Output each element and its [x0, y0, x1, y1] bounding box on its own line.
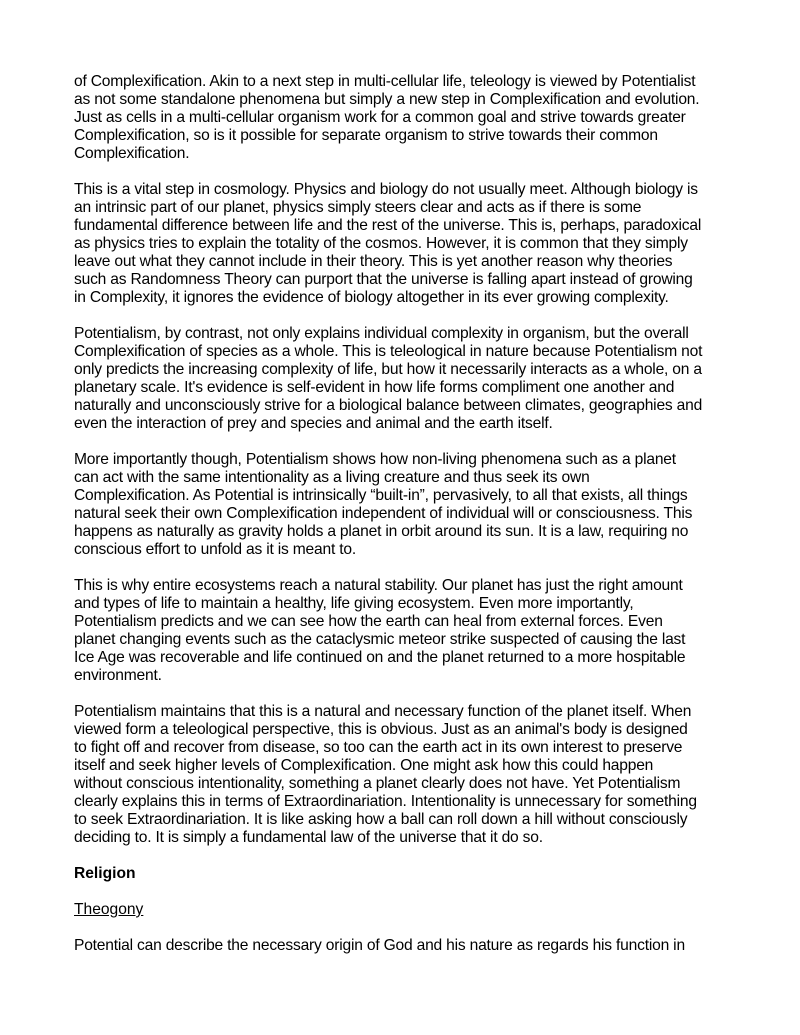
text-line: planet changing events such as the cataclysmic meteor strike suspected of causing the last — [74, 631, 686, 648]
text-line: can act with the same intentionality as a living creature and thus seek its own — [74, 469, 590, 486]
paragraph — [74, 181, 734, 307]
text-line: Complexification. — [74, 145, 190, 162]
text-line: Potentialism, by contrast, not only explains individual complexity in organism, but the overall — [74, 325, 689, 342]
text-line: Ice Age was recoverable and life continued on and the planet returned to a more hospitable — [74, 649, 686, 666]
text-line: such as Randomness Theory can purport that the universe is falling apart instead of growing — [74, 271, 693, 288]
text-line: environment. — [74, 667, 162, 684]
text-line: happens as naturally as gravity holds a planet in orbit around its sun. It is a law, requiring no — [74, 523, 689, 540]
body-paragraphs — [74, 73, 734, 847]
paragraph — [74, 73, 734, 163]
text-line: of Complexification. Akin to a next step in multi-cellular life, teleology is viewed by Potentialist — [74, 73, 696, 90]
text-line: viewed form a teleological perspective, this is obvious. Just as an animal's body is designed — [74, 721, 688, 738]
text-line: deciding to. It is simply a fundamental law of the universe that it do so. — [74, 829, 543, 846]
paragraph — [74, 451, 734, 559]
text-line: in Complexity, it ignores the evidence of biology altogether in its ever growing complexity. — [74, 289, 669, 306]
text-line: Complexification. As Potential is intrinsically “built-in”, pervasively, to all that exists, all things — [74, 487, 688, 504]
text-line: fundamental difference between life and the rest of the universe. This is, perhaps, paradoxical — [74, 217, 702, 234]
text-line: even the interaction of prey and species and animal and the earth itself. — [74, 415, 553, 432]
text-line: Potential can describe the necessary origin of God and his nature as regards his function in — [74, 937, 685, 954]
text-line: to fight off and recover from disease, so too can the earth act in its own interest to preserve — [74, 739, 683, 756]
text-line: to seek Extraordinariation. It is like asking how a ball can roll down a hill without consciously — [74, 811, 688, 828]
text-line: itself and seek higher levels of Complexification. One might ask how this could happen — [74, 757, 654, 774]
section-heading-religion: Religion — [74, 865, 136, 882]
text-line: Potentialism predicts and we can see how the earth can heal from external forces. Even — [74, 613, 663, 630]
text-line: naturally and unconsciously strive for a biological balance between climates, geographies and — [74, 397, 703, 414]
document-page — [74, 73, 734, 973]
text-line: Complexification of species as a whole. This is teleological in nature because Potentialism not — [74, 343, 703, 360]
text-line: More importantly though, Potentialism shows how non-living phenomena such as a planet — [74, 451, 676, 468]
paragraph — [74, 577, 734, 685]
text-line: as not some standalone phenomena but simply a new step in Complexification and evolution. — [74, 91, 700, 108]
text-line: This is why entire ecosystems reach a natural stability. Our planet has just the right amount — [74, 577, 683, 594]
text-line: as physics tries to explain the totality of the cosmos. However, it is common that they simply — [74, 235, 688, 252]
text-line: natural seek their own Complexification independent of individual will or consciousness. This — [74, 505, 693, 522]
text-line: leave out what they cannot include in their theory. This is yet another reason why theories — [74, 253, 673, 270]
text-line: Potentialism maintains that this is a natural and necessary function of the planet itself. When — [74, 703, 692, 720]
text-line: only predicts the increasing complexity of life, but how it necessarily interacts as a whole, on a — [74, 361, 702, 378]
text-line: an intrinsic part of our planet, physics simply steers clear and acts as if there is some — [74, 199, 642, 216]
text-line: without conscious intentionality, something a planet clearly does not have. Yet Potentialism — [74, 775, 681, 792]
final-paragraph — [74, 937, 734, 955]
text-line: clearly explains this in terms of Extraordinariation. Intentionality is unnecessary for something — [74, 793, 697, 810]
subsection-heading-theogony: Theogony — [74, 901, 144, 918]
text-line: Just as cells in a multi-cellular organism work for a common goal and strive towards greater — [74, 109, 686, 126]
text-line: planetary scale. It's evidence is self-evident in how life forms compliment one another and — [74, 379, 675, 396]
text-line: This is a vital step in cosmology. Physics and biology do not usually meet. Although biology is — [74, 181, 698, 198]
text-line: Complexification, so is it possible for separate organism to strive towards their common — [74, 127, 658, 144]
text-line: conscious effort to unfold as it is meant to. — [74, 541, 356, 558]
text-line: and types of life to maintain a healthy, life giving ecosystem. Even more importantly, — [74, 595, 634, 612]
paragraph — [74, 325, 734, 433]
paragraph — [74, 703, 734, 847]
